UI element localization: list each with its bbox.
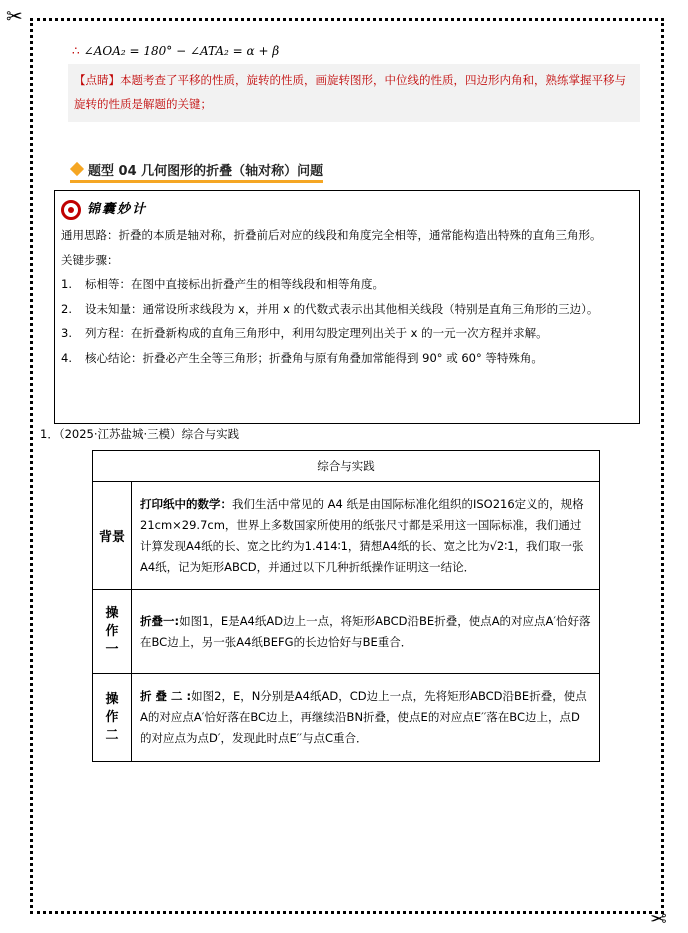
row-content	[132, 674, 600, 762]
row-label: 操 作 一	[93, 590, 132, 674]
scissors-icon: ✂	[650, 906, 667, 930]
table-row	[93, 482, 600, 590]
therefore-symbol: ∴	[72, 44, 80, 58]
row-lead: 打印纸中的数学：	[140, 496, 232, 511]
step-item: 1. 标相等：在图中直接标出折叠产生的相等线段和相等角度。	[61, 277, 384, 291]
row-text: 我们生活中常见的 A4 纸是由国际标准化组织的ISO216定义的，规格21cm×29.7cm，世界上多数国家所使用的纸张尺寸都是采用这一国际标准，我们通过计算发现A4纸的长、宽之比约为1.414∶1，猜想A4纸的长、宽之比为√2∶1，我们取一张A4纸，记为矩形ABCD，并通过以下几种折纸操作证明这一结论．	[140, 496, 584, 574]
table-row	[93, 674, 600, 762]
table-row	[93, 590, 600, 674]
row-label: 背景	[93, 482, 132, 590]
tips-badge-label: 锦囊妙计	[87, 201, 148, 217]
section-heading-text: 题型 04 几何图形的折叠（轴对称）问题	[88, 164, 324, 179]
row-text: 如图1，E是A4纸AD边上一点，将矩形ABCD沿BE折叠，使点A的对应点A′恰好落在BC边上，另一张A4纸BEFG的长边恰好与BE重合．	[140, 613, 591, 649]
row-content	[132, 590, 600, 674]
row-lead: 折叠一:	[140, 613, 180, 628]
steps-title: 关键步骤：	[61, 252, 119, 267]
tips-badge	[61, 197, 633, 223]
row-lead: 折 叠 二 :	[140, 689, 192, 703]
step-item: 4. 核心结论：折叠必产生全等三角形；折叠角与原有角叠加常能得到 90° 或 60° 等特殊角。	[61, 350, 543, 365]
key-point-note	[68, 64, 640, 122]
question-label: 1．（2025·江苏盐城·三模）综合与实践	[40, 427, 240, 441]
diamond-icon	[70, 162, 84, 176]
step-item: 3. 列方程：在折叠新构成的直角三角形中，利用勾股定理列出关于 x 的一元一次方程并求解。	[61, 326, 548, 340]
formula-text: ∠AOA₂ = 180° − ∠ATA₂ = α + β	[83, 44, 280, 58]
row-text: 如图2，E，N分别是A4纸AD，CD边上一点，先将矩形ABCD沿BE折叠，使点A的对应点A′恰好落在BC边上，再继续沿BN折叠，使点E的对应点E′′落在BC边上，点D的对应点为点D′，发现此时点E′′与点C重合．	[140, 689, 587, 745]
row-content	[132, 482, 600, 590]
section-heading	[70, 160, 323, 183]
target-icon	[61, 200, 81, 220]
key-point-text: 【点睛】本题考查了平移的性质，旋转的性质，画旋转图形，中位线的性质，四边形内角和，熟练掌握平移与旋转的性质是解题的关键；	[74, 73, 626, 111]
table-title: 综合与实践	[93, 451, 600, 482]
step-item: 2. 设未知量：通常设所求线段为 x，并用 x 的代数式表示出其他相关线段（特别是直角三角形的三边）。	[61, 301, 599, 316]
scissors-icon: ✂	[6, 4, 23, 28]
general-idea: 通用思路：折叠的本质是轴对称，折叠前后对应的线段和角度完全相等，通常能构造出特殊的直角三角形。	[61, 228, 602, 242]
practice-table	[92, 450, 600, 762]
formula-line	[72, 44, 279, 58]
row-label: 操 作 二	[93, 674, 132, 762]
method-box	[54, 190, 640, 424]
